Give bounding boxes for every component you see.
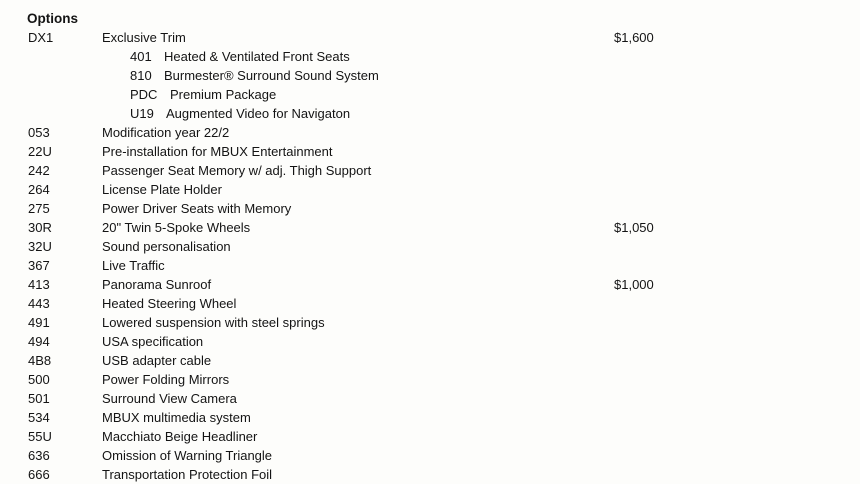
option-row — [0, 294, 860, 313]
option-code: 55U — [28, 429, 52, 444]
sub-item-description: Heated & Ventilated Front Seats — [164, 49, 350, 64]
option-code: 22U — [28, 144, 52, 159]
option-row — [0, 199, 860, 218]
option-description: Transportation Protection Foil — [102, 467, 273, 482]
option-code: 443 — [28, 296, 50, 311]
option-row — [0, 237, 860, 256]
options-heading: Options — [27, 11, 78, 26]
option-code: 053 — [28, 125, 50, 140]
option-description: License Plate Holder — [102, 182, 222, 197]
option-description: Panorama Sunroof — [102, 277, 212, 292]
option-description: Passenger Seat Memory w/ adj. Thigh Support — [102, 163, 372, 178]
option-description: Modification year 22/2 — [102, 125, 230, 140]
option-row — [0, 180, 860, 199]
option-description: Power Folding Mirrors — [102, 372, 230, 387]
option-code: 636 — [28, 448, 50, 463]
sub-item-row — [0, 47, 860, 66]
option-description: Macchiato Beige Headliner — [102, 429, 258, 444]
option-row — [0, 370, 860, 389]
sub-item-row — [0, 85, 860, 104]
option-row — [0, 123, 860, 142]
option-code: 494 — [28, 334, 50, 349]
option-code: 501 — [28, 391, 50, 406]
option-description: Heated Steering Wheel — [102, 296, 237, 311]
option-row — [0, 427, 860, 446]
option-code: 491 — [28, 315, 50, 330]
option-row — [0, 275, 860, 294]
option-row — [0, 161, 860, 180]
option-description: Surround View Camera — [102, 391, 237, 406]
option-code: 367 — [28, 258, 50, 273]
option-description: Omission of Warning Triangle — [102, 448, 273, 463]
sub-item-row — [0, 104, 860, 123]
option-code: 264 — [28, 182, 50, 197]
option-row — [0, 256, 860, 275]
option-description: Lowered suspension with steel springs — [102, 315, 325, 330]
option-description: Live Traffic — [102, 258, 165, 273]
option-row — [0, 408, 860, 427]
option-code: 666 — [28, 467, 50, 482]
option-row — [0, 332, 860, 351]
option-row — [0, 446, 860, 465]
option-description: MBUX multimedia system — [102, 410, 251, 425]
option-description: Pre-installation for MBUX Entertainment — [102, 144, 333, 159]
option-row-exclusive-trim — [0, 28, 860, 47]
option-code: 500 — [28, 372, 50, 387]
option-row — [0, 313, 860, 332]
option-row — [0, 351, 860, 370]
option-description: Sound personalisation — [102, 239, 231, 254]
option-price: $1,600 — [614, 30, 654, 45]
option-row — [0, 465, 860, 484]
option-code: 413 — [28, 277, 50, 292]
option-code: 4B8 — [28, 353, 52, 368]
option-description: 20" Twin 5-Spoke Wheels — [102, 220, 251, 235]
option-row — [0, 142, 860, 161]
sub-item-code: U19 — [130, 106, 154, 121]
option-code: 30R — [28, 220, 52, 235]
sub-item-description: Augmented Video for Navigaton — [166, 106, 351, 121]
option-code: 534 — [28, 410, 50, 425]
option-description: USA specification — [102, 334, 204, 349]
options-list — [0, 28, 860, 484]
option-row — [0, 389, 860, 408]
sub-item-description: Burmester® Surround Sound System — [164, 68, 379, 83]
option-code: 32U — [28, 239, 52, 254]
option-description: Power Driver Seats with Memory — [102, 201, 292, 216]
sub-item-code: 810 — [130, 68, 152, 83]
option-code: 242 — [28, 163, 50, 178]
option-price: $1,000 — [614, 277, 654, 292]
sub-item-code: PDC — [130, 87, 158, 102]
option-row — [0, 218, 860, 237]
option-description: Exclusive Trim — [102, 30, 186, 45]
option-description: USB adapter cable — [102, 353, 212, 368]
sub-item-row — [0, 66, 860, 85]
option-code: DX1 — [28, 30, 54, 45]
option-price: $1,050 — [614, 220, 654, 235]
option-code: 275 — [28, 201, 50, 216]
sub-item-description: Premium Package — [170, 87, 277, 102]
sub-item-code: 401 — [130, 49, 152, 64]
